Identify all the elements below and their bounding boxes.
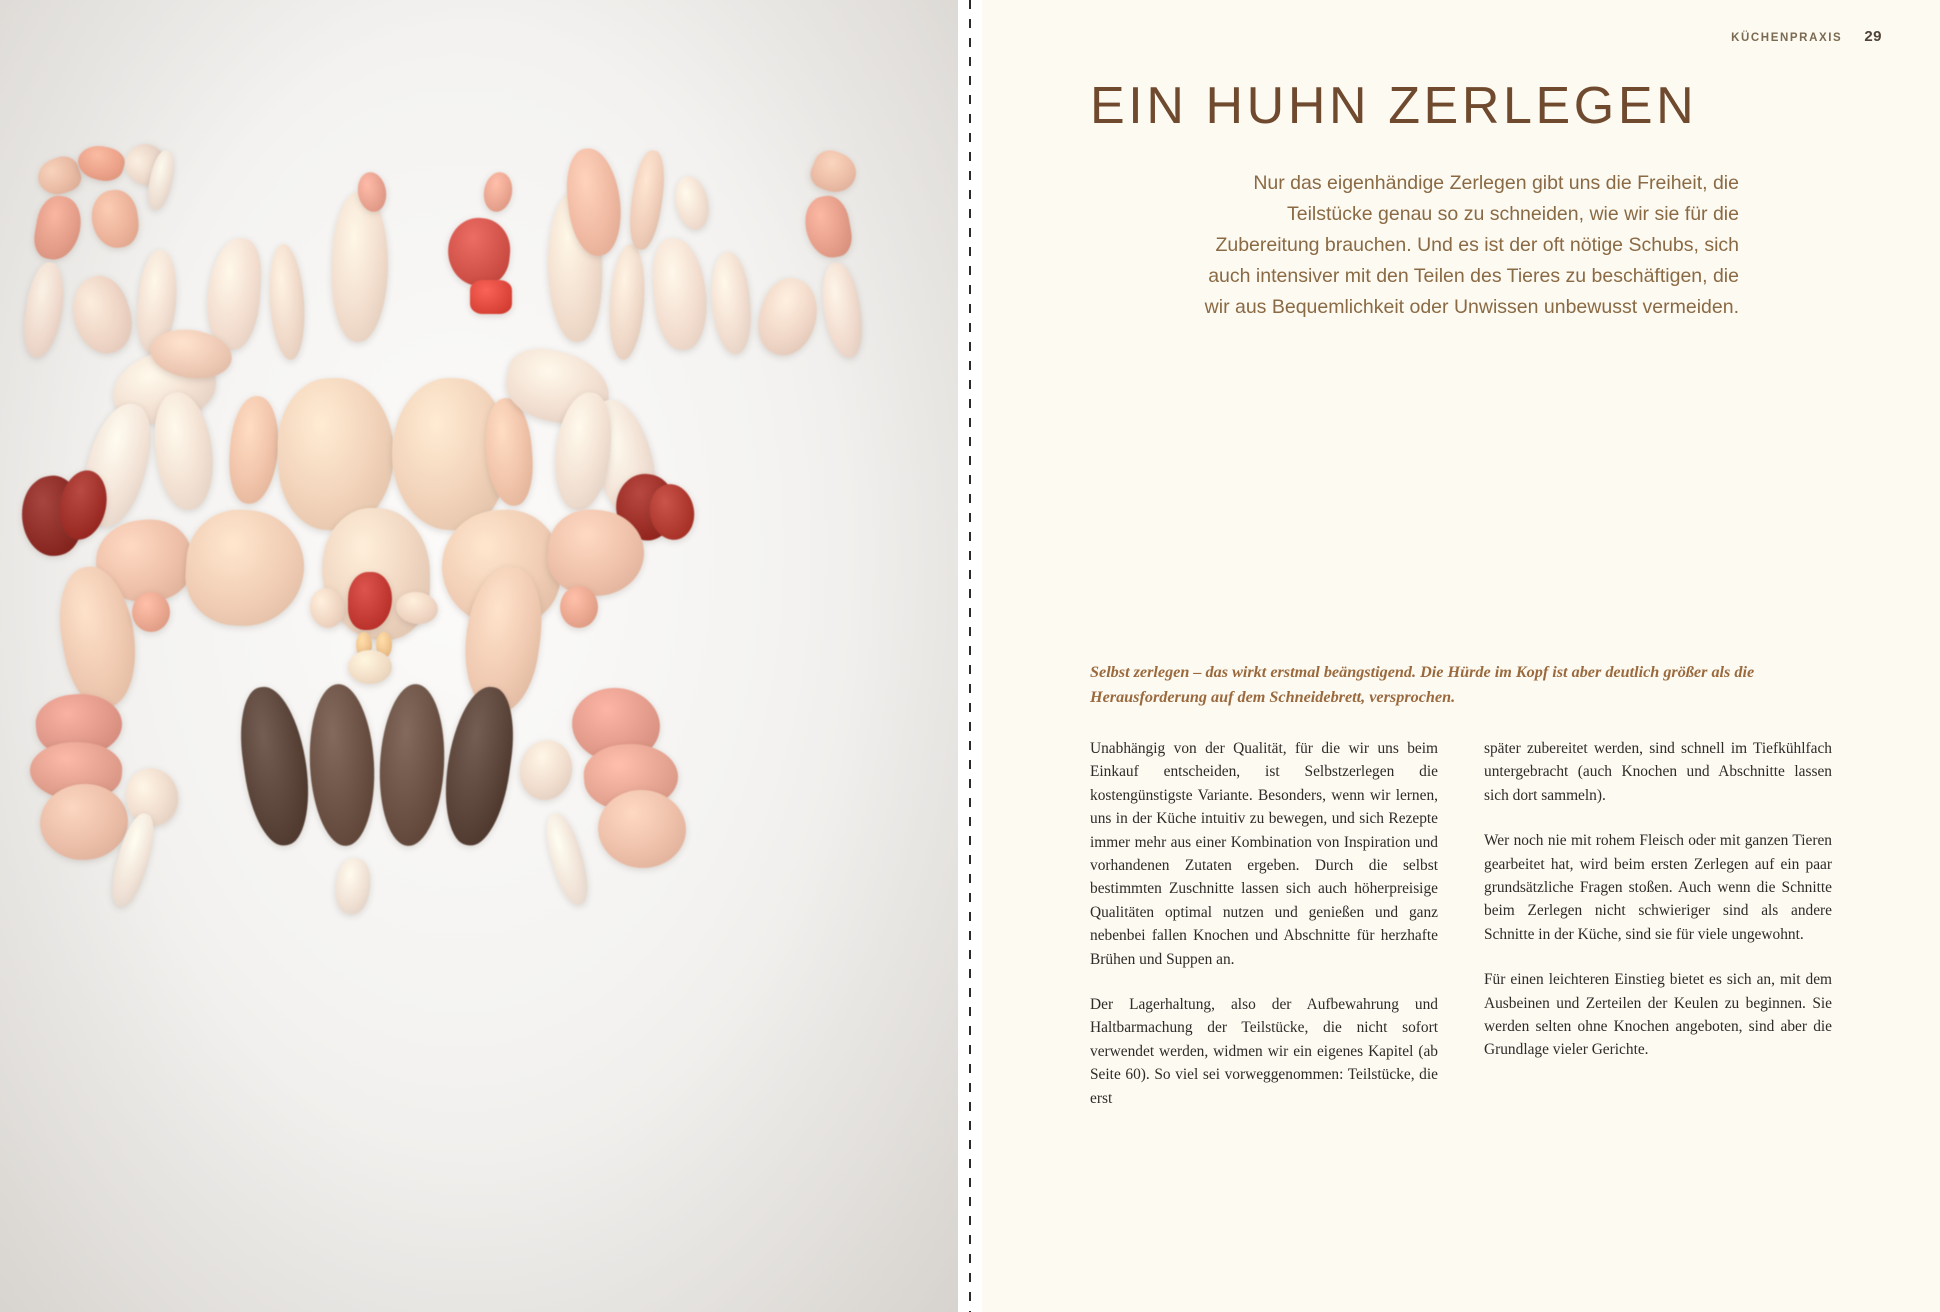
body-column-right — [1484, 737, 1832, 1110]
tender-left — [226, 394, 281, 505]
running-head-label: KÜCHENPRAXIS — [1731, 32, 1843, 44]
wing-long-left-2 — [150, 389, 218, 512]
left-page-photo — [0, 0, 958, 1312]
foot-left-inner — [306, 682, 378, 847]
deck-paragraph: Selbst zerlegen – das wirkt erstmal beängstigend. Die Hürde im Kopf ist aber deutlich größer als die Herausforderung auf dem Schneidebrett, versprochen. — [1090, 663, 1755, 706]
neck-center-right — [606, 243, 648, 361]
wing-mid-left — [63, 269, 140, 360]
bone-fragment-left-top — [74, 141, 127, 186]
body-paragraph: Der Lagerhaltung, also der Aufbewahrung und Haltbarmachung der Teilstücke, die nicht sofort verwendet werden, widmen wir ein eigenes Kapitel (ab Seite 60). So viel sei vorweggenommen: Teilstücke, die erst — [1090, 996, 1438, 1107]
wing-tip-right-top — [806, 145, 862, 199]
bone-fragment-right-top — [671, 173, 714, 232]
oyster-right — [560, 586, 598, 628]
perforation-dashed-line — [969, 0, 971, 1312]
body-paragraph: Unabhängig von der Qualität, für die wir uns beim Einkauf entscheiden, ist Selbstzerlegen die kostengünstigste Variante. Besonders, wenn wir lernen, uns in der Küche intuitiv zu bewegen, und sich Rezepte immer mehr aus einer Kombination von Inspiration und vorhandenen Zutaten ergeben. Durch die selbst bestimmten Zuschnitte lassen sich auch höherpreisige Qualitäten optimal nutzen und genießen und ganz nebenbei fallen Knochen und Abschnitte für herzhafte Brühen und Suppen an. — [1090, 740, 1438, 968]
running-head — [1731, 28, 1882, 45]
body-paragraph: Wer noch nie mit rohem Fleisch oder mit ganzen Tieren gearbeitet hat, wird beim ersten Zerlegen auf ein paar grundsätzliche Fragen stoßen. Auch wenn die Schnitte beim Zerlegen nicht schwieriger sind als andere Schnitte in der Küche, sind sie für viele ungewohnt. — [1484, 832, 1832, 943]
body-paragraph: später zubereitet werden, sind schnell im Tiefkühlfach untergebracht (auch Knochen und Abschnitte lassen sich dort sammeln). — [1484, 740, 1832, 804]
foot-right-outer — [437, 682, 521, 849]
skin-strip-left — [19, 260, 68, 360]
page-number: 29 — [1864, 28, 1882, 45]
intro-paragraph: Nur das eigenhändige Zerlegen gibt uns die Freiheit, die Teilstücke genau so zu schneiden, wie wir sie für die Zubereitung brauchen. Und es ist der oft nötige Schubs, sich auch intensiver mit den Teilen des Tieres zu beschäftigen, die wir aus Bequemlichkeit oder Unwissen unbewusst vermeiden. — [1204, 172, 1739, 318]
wing-mid-right — [749, 271, 826, 362]
foot-right-inner — [376, 682, 448, 847]
wing-tip-lower-right — [514, 735, 577, 805]
foot-left-outer — [233, 682, 317, 849]
body-columns — [1090, 737, 1832, 1110]
neck-left — [204, 236, 264, 351]
comb-right — [481, 170, 516, 214]
body-column-left — [1090, 737, 1438, 1110]
heart-center — [445, 215, 514, 289]
chicken-parts-photograph — [0, 0, 958, 1312]
page-gutter — [958, 0, 982, 1312]
trim-right-a — [801, 193, 855, 262]
oyster-left — [132, 592, 170, 632]
bone-lower-right — [540, 810, 595, 909]
bone-center-lower — [333, 856, 373, 915]
right-page-text — [982, 0, 1940, 1312]
head-left — [329, 191, 390, 343]
page-title: EIN HUHN ZERLEGEN — [1090, 77, 1698, 135]
trim-left-a — [31, 193, 85, 264]
skin-strip-right — [817, 260, 866, 360]
trim-left-b — [88, 187, 142, 251]
neck-right — [650, 236, 710, 351]
liver-lobe-center — [470, 280, 512, 314]
fat-pad-center — [348, 650, 392, 684]
neck-center-left — [266, 243, 308, 361]
drumette-right — [707, 250, 755, 355]
backbone-right — [625, 148, 669, 251]
thigh-left — [182, 506, 308, 630]
body-paragraph: Für einen leichteren Einstieg bietet es sich an, mit dem Ausbeinen und Zerteilen der Keulen zu beginnen. Sie werden selten ohne Knochen angeboten, sind aber die Grundlage vieler Gerichte. — [1484, 971, 1832, 1059]
